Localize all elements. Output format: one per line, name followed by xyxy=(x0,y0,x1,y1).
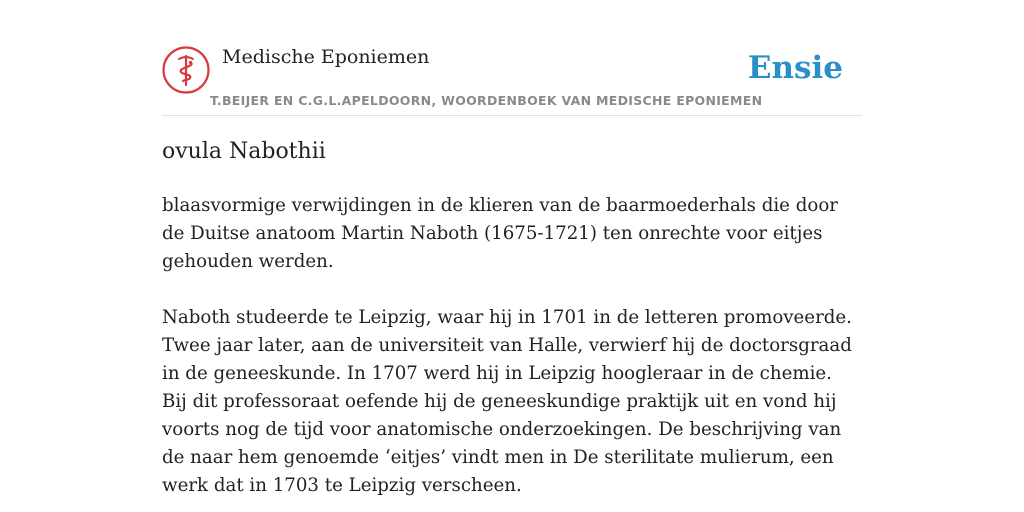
source-title[interactable]: Medische Eponiemen xyxy=(222,46,430,68)
entry-term: ovula Nabothii xyxy=(162,139,326,164)
brand-logo[interactable]: Ensie xyxy=(747,50,843,86)
definition-paragraph: Naboth studeerde te Leipzig, waar hij in 1701 in de letteren promoveerde. Twee jaar later, aan de universiteit van Halle, verwierf hij de doctorsgraad in de geneeskunde. In 1707 werd hij in Leipzig hoogleraar in de chemie. Bij dit professoraat oefende hij de geneeskundige praktijk uit en vond hij voorts nog de tijd voor anatomische onderzoekingen. De beschrijving van de naar hem genoemde ‘eitjes’ vindt men in De sterilitate mulierum, een werk dat in 1703 te Leipzig verscheen. xyxy=(162,307,852,496)
entry-definition xyxy=(162,192,862,512)
source-authors[interactable]: T.BEIJER EN C.G.L.APELDOORN, WOORDENBOEK VAN MEDISCHE EPONIEMEN xyxy=(210,93,763,108)
header xyxy=(162,44,862,116)
definition-paragraph: blaasvormige verwijdingen in de klieren van de baarmoederhals die door de Duitse anatoom Martin Naboth (1675-1721) ten onrechte voor eitjes gehouden werden. xyxy=(162,195,838,272)
caduceus-icon[interactable] xyxy=(162,46,210,94)
